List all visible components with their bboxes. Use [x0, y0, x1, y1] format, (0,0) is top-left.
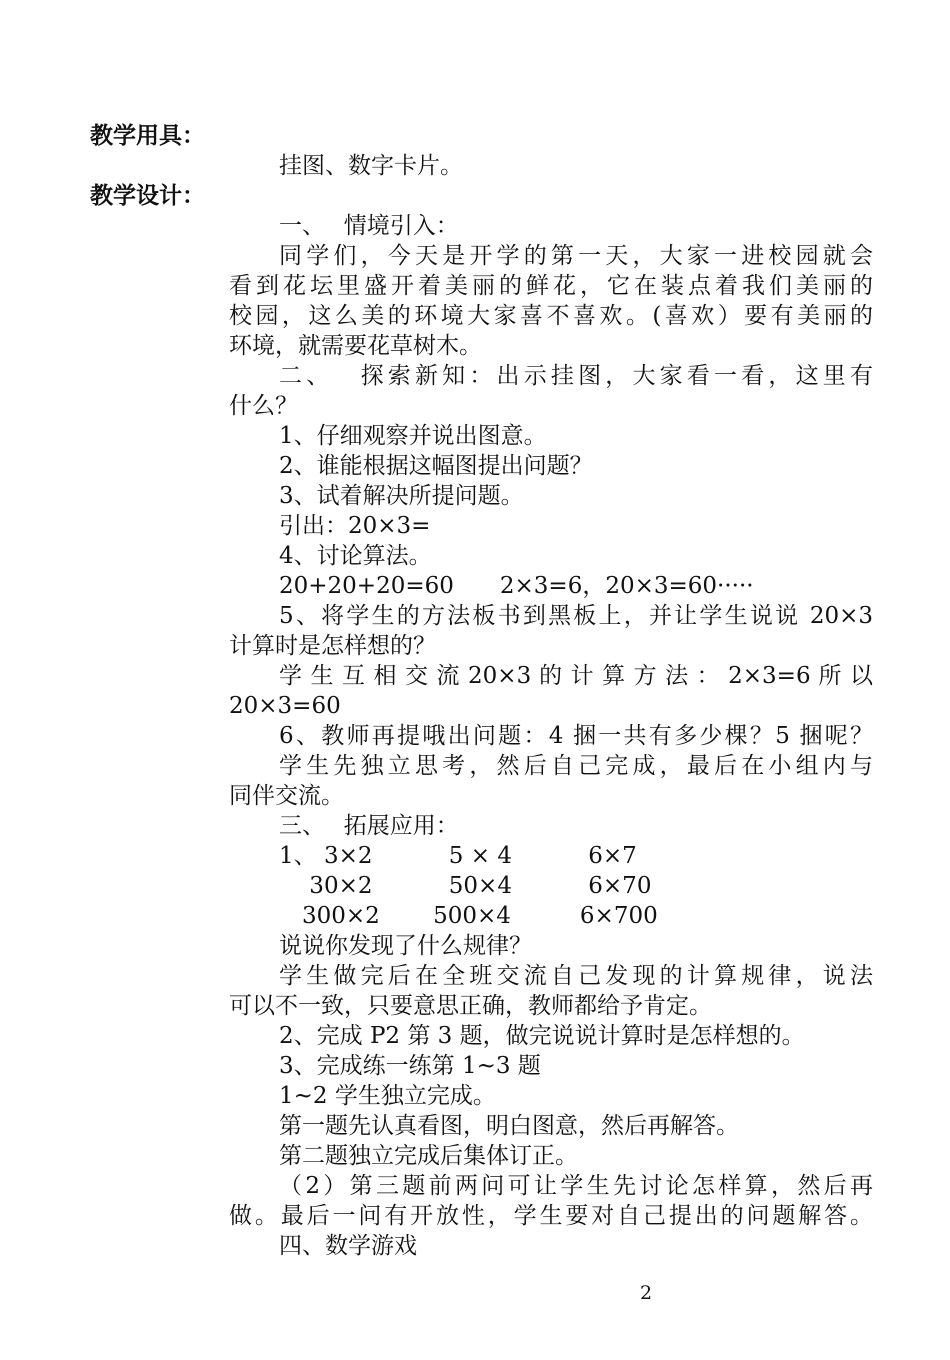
section-heading: 一、 情境引入： — [279, 213, 459, 239]
section-heading: 二、 探索新知：出示挂图，大家看一看，这里有 — [279, 363, 873, 389]
equation-line: 20+20+20=60 2×3=6，20×3=60····· — [279, 573, 754, 599]
list-item: 2、完成 P2 第 3 题，做完说说计算时是怎样想的。 — [279, 1023, 805, 1049]
section-heading: 四、数学游戏 — [279, 1233, 417, 1259]
paragraph-line: 什么？ — [229, 393, 298, 419]
paragraph-line: 1~2 学生独立完成。 — [279, 1083, 496, 1109]
paragraph-line: 学生先独立思考，然后自己完成，最后在小组内与 — [279, 753, 873, 779]
list-item: 3、完成练一练第 1~3 题 — [279, 1053, 541, 1079]
exercise-row: 1、 3×2 5 × 4 6×7 — [279, 843, 637, 869]
paragraph-line: 计算时是怎样想的？ — [229, 633, 436, 659]
paragraph-line: 看到花坛里盛开着美丽的鲜花，它在装点着我们美丽的 — [229, 273, 873, 299]
page-number: 2 — [640, 1282, 653, 1304]
paragraph-line: 说说你发现了什么规律？ — [279, 933, 532, 959]
list-item: 2、谁能根据这幅图提出问题？ — [279, 453, 593, 479]
paragraph-line: 环境，就需要花草树木。 — [229, 333, 482, 359]
paragraph-line: 校园，这么美的环境大家喜不喜欢。(喜欢）要有美丽的 — [229, 303, 873, 329]
paragraph-line: 学生做完后在全班交流自己发现的计算规律，说法 — [279, 963, 873, 989]
paragraph-line: 第一题先认真看图，明白图意，然后再解答。 — [279, 1113, 739, 1139]
exercise-row: 30×2 50×4 6×70 — [279, 873, 652, 899]
paragraph-line: 学 生 互 相 交 流 20×3 的 计 算 方 法 ： 2×3=6 所 以 — [279, 663, 873, 689]
paragraph-line: 同学们，今天是开学的第一天，大家一进校园就会 — [279, 243, 873, 269]
tools-text: 挂图、数字卡片。 — [279, 153, 463, 179]
list-item: 6、教师再提哦出问题：4 捆一共有多少棵？5 捆呢？ — [279, 723, 873, 749]
list-item: 3、试着解决所提问题。 — [279, 483, 524, 509]
list-item: 5、将学生的方法板书到黑板上，并让学生说说 20×3 — [279, 603, 873, 629]
section-heading: 三、 拓展应用： — [279, 813, 459, 839]
paragraph-line: 可以不一致，只要意思正确，教师都给予肯定。 — [229, 993, 712, 1019]
exercise-row: 300×2 500×4 6×700 — [279, 903, 658, 929]
paragraph-line: 20×3=60 — [229, 693, 341, 719]
list-item: 1、仔细观察并说出图意。 — [279, 423, 547, 449]
paragraph-line: （2）第三题前两问可让学生先讨论怎样算，然后再 — [279, 1173, 873, 1199]
design-heading: 教学设计： — [90, 183, 205, 209]
list-item: 4、讨论算法。 — [279, 543, 432, 569]
paragraph-line: 做。最后一问有开放性，学生要对自己提出的问题解答。 — [229, 1203, 873, 1229]
tools-heading: 教学用具： — [90, 123, 205, 149]
paragraph-line: 引出：20×3= — [279, 513, 431, 539]
paragraph-line: 同伴交流。 — [229, 783, 344, 809]
paragraph-line: 第二题独立完成后集体订正。 — [279, 1143, 578, 1169]
